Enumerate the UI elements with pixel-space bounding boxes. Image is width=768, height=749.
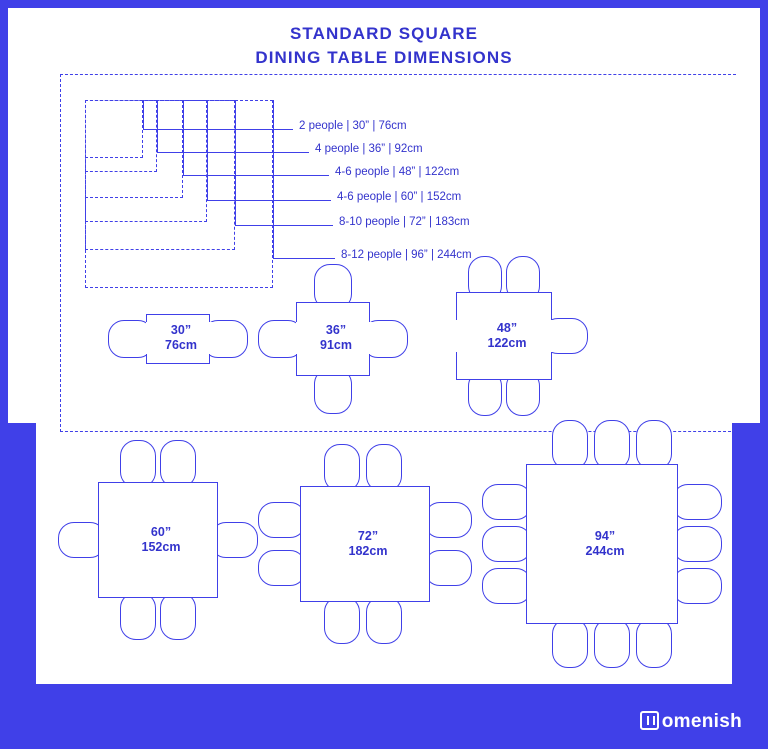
title-line-1: STANDARD SQUARE bbox=[289, 24, 479, 43]
chair bbox=[160, 440, 196, 488]
legend-item-3: 4-6 people | 48” | 122cm bbox=[335, 166, 460, 178]
legend-item-6: 8-12 people | 96” | 244cm bbox=[341, 249, 472, 261]
dimension-label bbox=[110, 524, 212, 556]
dimension-label bbox=[314, 528, 422, 560]
brand-logo bbox=[640, 708, 742, 733]
legend-item-5: 8-10 people | 72” | 183cm bbox=[339, 216, 470, 228]
dimension-label bbox=[456, 320, 558, 352]
dimension-cm: 182cm bbox=[348, 544, 388, 558]
chair bbox=[482, 568, 532, 604]
chair bbox=[594, 420, 630, 470]
chair bbox=[324, 444, 360, 492]
chair bbox=[672, 526, 722, 562]
dimension-inches: 60” bbox=[150, 525, 172, 539]
legend-item-2: 4 people | 36” | 92cm bbox=[315, 143, 423, 155]
legend-item-1: 2 people | 30” | 76cm bbox=[299, 120, 407, 132]
brand-name: omenish bbox=[661, 711, 742, 732]
chair bbox=[366, 596, 402, 644]
legend-item-4: 4-6 people | 60” | 152cm bbox=[337, 191, 462, 203]
chair bbox=[160, 592, 196, 640]
chair bbox=[366, 444, 402, 492]
dimension-cm: 152cm bbox=[141, 540, 181, 554]
dimension-cm: 122cm bbox=[487, 336, 527, 350]
chair bbox=[672, 484, 722, 520]
dimension-inches: 36” bbox=[325, 323, 347, 337]
chair bbox=[594, 618, 630, 668]
dimension-cm: 91cm bbox=[320, 338, 352, 352]
chair bbox=[120, 592, 156, 640]
chair bbox=[324, 596, 360, 644]
chair bbox=[636, 618, 672, 668]
homenish-mark-icon bbox=[640, 711, 659, 730]
dimension-label bbox=[296, 322, 376, 354]
dimension-cm: 76cm bbox=[165, 338, 197, 352]
chair bbox=[552, 618, 588, 668]
dimension-inches: 30” bbox=[170, 323, 192, 337]
chair bbox=[424, 550, 472, 586]
chair bbox=[482, 484, 532, 520]
dimension-inches: 94” bbox=[594, 529, 616, 543]
chair bbox=[120, 440, 156, 488]
title-line-2: DINING TABLE DIMENSIONS bbox=[255, 48, 513, 67]
dimension-label bbox=[552, 528, 658, 560]
chair bbox=[424, 502, 472, 538]
dimension-inches: 48” bbox=[496, 321, 518, 335]
dimension-inches: 72” bbox=[357, 529, 379, 543]
dimension-label bbox=[146, 322, 216, 354]
chair bbox=[552, 420, 588, 470]
chair bbox=[672, 568, 722, 604]
chair bbox=[636, 420, 672, 470]
dimension-cm: 244cm bbox=[585, 544, 625, 558]
chair bbox=[258, 550, 306, 586]
chair bbox=[482, 526, 532, 562]
chair bbox=[258, 502, 306, 538]
